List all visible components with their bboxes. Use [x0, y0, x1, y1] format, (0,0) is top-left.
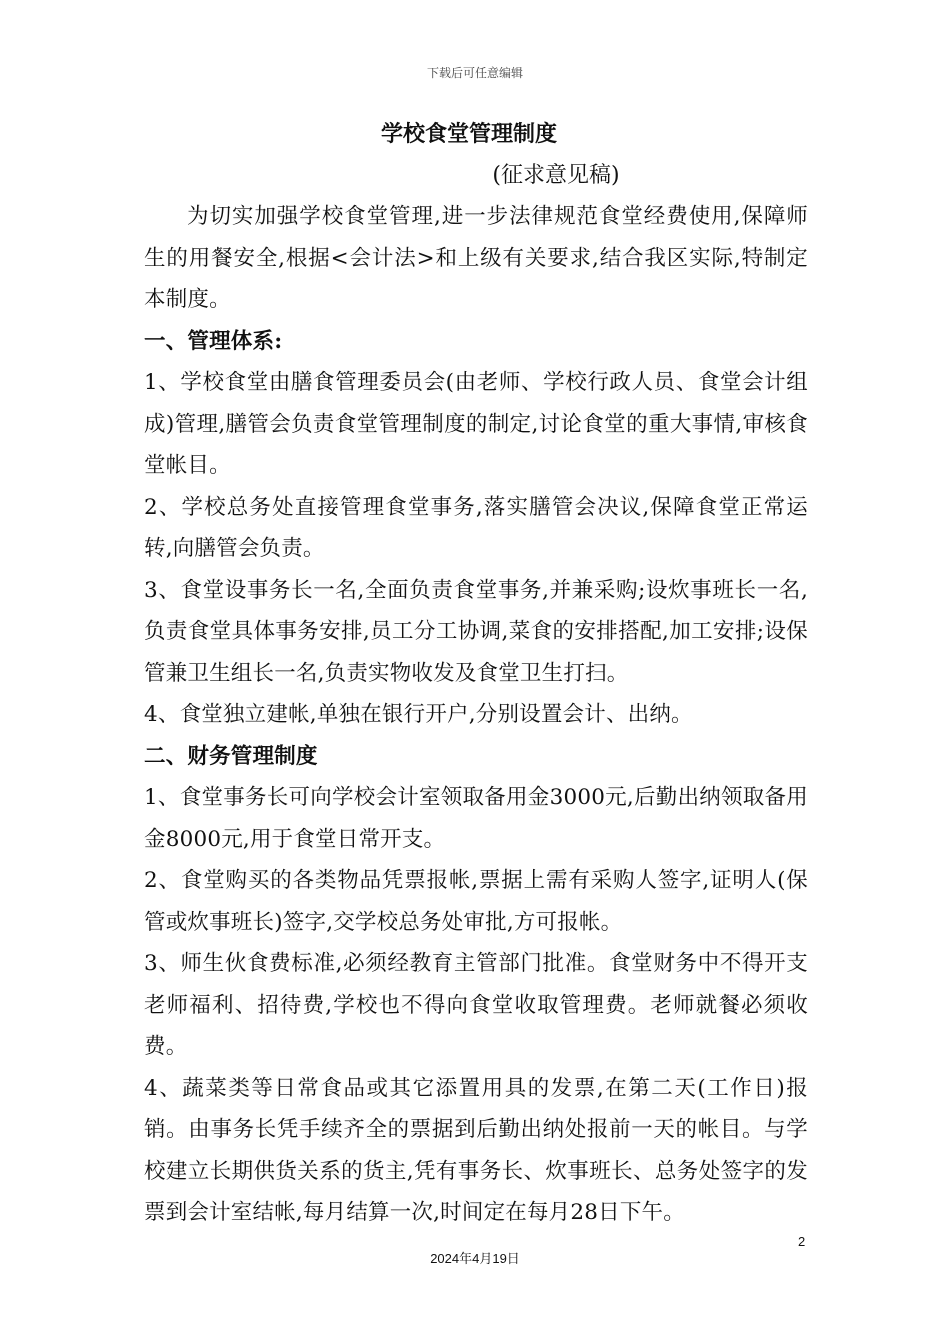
section-heading-management-system: 一、管理体系:	[144, 328, 283, 354]
footer-date: 2024年4月19日	[430, 1251, 520, 1266]
paragraph-item: 2、食堂购买的各类物品凭票报帐,票据上需有采购人签字,证明人(保管或炊事班长)签字,交学校总务处审批,方可报帐。	[144, 868, 808, 935]
section-heading-finance: 二、财务管理制度	[144, 743, 318, 769]
paragraph-item: 3、师生伙食费标准,必须经教育主管部门批准。食堂财务中不得开支老师福利、招待费,学校也不得向食堂收取管理费。老师就餐必须收费。	[144, 951, 808, 1059]
intro-paragraph: 为切实加强学校食堂管理,进一步法律规范食堂经费使用,保障师生的用餐安全,根据<会计法>和上级有关要求,结合我区实际,特制定本制度。	[144, 204, 808, 312]
paragraph-item: 1、学校食堂由膳食管理委员会(由老师、学校行政人员、食堂会计组成)管理,膳管会负责食堂管理制度的制定,讨论食堂的重大事情,审核食堂帐目。	[144, 370, 808, 478]
document-body	[144, 112, 808, 1234]
paragraph-item: 4、蔬菜类等日常食品或其它添置用具的发票,在第二天(工作日)报销。由事务长凭手续齐全的票据到后勤出纳处报前一天的帐目。与学校建立长期供货关系的货主,凭有事务长、炊事班长、总务处签字的发票到会计室结帐,每月结算一次,时间定在每月28日下午。	[144, 1075, 808, 1225]
document-subtitle: (征求意见稿)	[492, 163, 620, 188]
page-header: 下载后可任意编辑	[426, 66, 523, 80]
page-number: 2	[798, 1234, 806, 1249]
document-title: 学校食堂管理制度	[380, 121, 557, 147]
paragraph-item: 1、食堂事务长可向学校会计室领取备用金3000元,后勤出纳领取备用金8000元,用于食堂日常开支。	[144, 785, 808, 852]
paragraph-item: 4、食堂独立建帐,单独在银行开户,分别设置会计、出纳。	[144, 702, 693, 727]
paragraph-item: 3、食堂设事务长一名,全面负责食堂事务,并兼采购;设炊事班长一名,负责食堂具体事务安排,员工分工协调,菜食的安排搭配,加工安排;设保管兼卫生组长一名,负责实物收发及食堂卫生打扫。	[144, 577, 808, 686]
paragraph-item: 2、学校总务处直接管理食堂事务,落实膳管会决议,保障食堂正常运转,向膳管会负责。	[144, 494, 808, 561]
